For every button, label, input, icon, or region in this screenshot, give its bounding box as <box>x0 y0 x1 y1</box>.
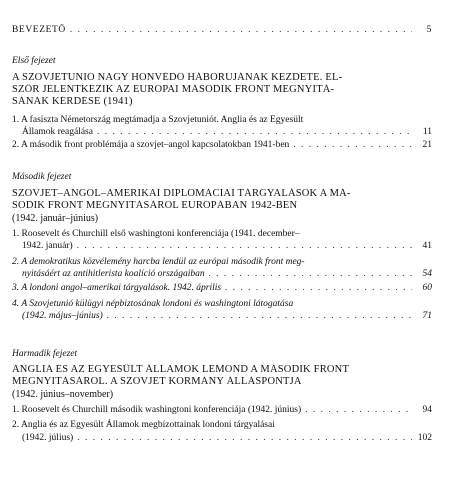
toc-entry-line[interactable]: 4. A Szovjetunió külügyi népbiztosának londoni és washingtoni látogatása <box>12 299 294 309</box>
chapter-title-line: SODIK FRONT MEGNYITÁSÁRÓL EURÓPÁBAN 1942-BEN <box>12 200 298 211</box>
toc-entry-label: 1. Roosevelt és Churchill második washingtoni konferenciája (1942. június) <box>12 405 302 415</box>
toc-entry[interactable] <box>12 126 432 138</box>
dot-leader <box>293 139 412 151</box>
chapter-title-line: MEGNYITÁSÁRÓL. A SZOVJET KORMÁNY ÁLLÁSPONTJA <box>12 376 302 387</box>
toc-page-number: 60 <box>422 283 432 293</box>
toc-entry[interactable] <box>12 282 432 294</box>
toc-entry-line[interactable]: 2. Anglia és az Egyesült Államok megbízottainak londoni tárgyalásai <box>12 420 275 430</box>
chapter-title-line: SÁNAK KÉRDÉSE (1941) <box>12 96 133 107</box>
chapter-title-line: SZÖR JELENTKEZIK AZ EURÓPAI MÁSODIK FRONT MEGNYITÁ- <box>12 84 335 95</box>
toc-page-number: 102 <box>417 433 432 443</box>
toc-page-number: 5 <box>426 25 432 35</box>
toc-page-number: 71 <box>422 311 432 321</box>
toc-entry-intro[interactable] <box>12 24 432 36</box>
toc-entry-label: 2. A második front problémája a szovjet–angol kapcsolatokban 1941-ben <box>12 140 290 150</box>
dot-leader <box>225 282 412 294</box>
toc-entry[interactable] <box>12 240 432 252</box>
toc-entry-label: Államok reagálása <box>22 127 93 137</box>
dot-leader <box>97 126 412 138</box>
dot-leader <box>107 310 412 322</box>
chapter-label: Harmadik fejezet <box>12 349 78 359</box>
toc-page-number: 21 <box>422 140 432 150</box>
toc-entry-line[interactable]: 1. A fasiszta Németország megtámadja a Szovjetuniót. Anglia és az Egyesült <box>12 115 304 125</box>
chapter-title-line: ANGLIA ÉS AZ EGYESÜLT ÁLLAMOK LEMOND A MÁSODIK FRONT <box>12 364 350 375</box>
toc-entry[interactable] <box>12 268 432 280</box>
toc-entry-label: (1942. július) <box>22 433 74 443</box>
toc-entry[interactable] <box>12 404 432 416</box>
toc-entry-label: 3. A londoni angol–amerikai tárgyalások. 1942. április <box>12 283 222 293</box>
toc-page-number: 94 <box>422 405 432 415</box>
dot-leader <box>305 404 412 416</box>
toc-entry[interactable] <box>12 139 432 151</box>
toc-entry-label: 1942. január) <box>22 241 73 251</box>
toc-entry-line[interactable]: 2. A demokratikus közvélemény harcba lendül az európai második front meg- <box>12 257 305 267</box>
toc-page-number: 41 <box>422 241 432 251</box>
dot-leader <box>77 240 412 252</box>
toc-page-number: 11 <box>422 127 432 137</box>
dot-leader <box>209 268 412 280</box>
chapter-subtitle: (1942. január–június) <box>12 213 99 224</box>
toc-entry-label: BEVEZETŐ <box>12 25 66 35</box>
toc-entry-label: nyitásáért az antihitlerista koalíció országaiban <box>22 269 205 279</box>
toc-entry[interactable] <box>12 310 432 322</box>
dot-leader <box>70 24 412 36</box>
chapter-subtitle: (1942. június–november) <box>12 389 114 400</box>
toc-page-number: 54 <box>422 269 432 279</box>
chapter-title-line: A SZOVJETUNIÓ NAGY HONVÉDŐ HÁBORÚJÁNAK KEZDETE. EL- <box>12 72 343 83</box>
toc-entry-label: (1942. május–június) <box>22 311 103 321</box>
chapter-label: Második fejezet <box>12 172 72 182</box>
chapter-label: Első fejezet <box>12 56 56 66</box>
toc-entry-line[interactable]: 1. Roosevelt és Churchill első washingtoni konferenciája (1941. december– <box>12 229 300 239</box>
chapter-title-line: SZOVJET–ANGOL–AMERIKAI DIPLOMÁCIAI TÁRGYALÁSOK A MÁ- <box>12 188 351 199</box>
toc-entry[interactable] <box>12 432 432 444</box>
dot-leader <box>77 432 412 444</box>
